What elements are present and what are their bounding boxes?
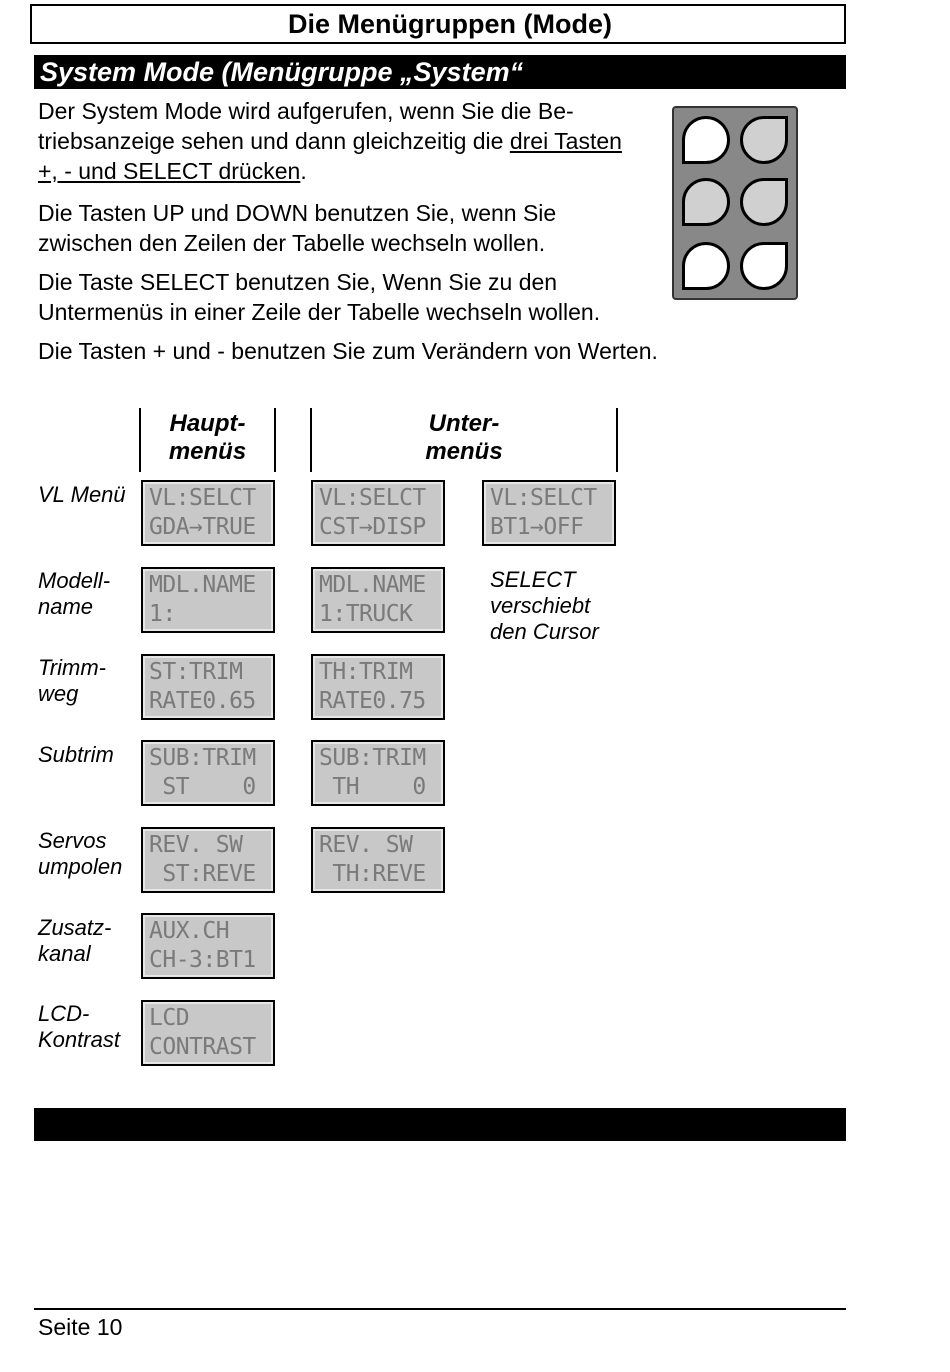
label-line: Subtrim (38, 742, 114, 767)
header-line: menüs (168, 438, 247, 465)
lcd-main-trim (141, 654, 275, 720)
cursor-note (490, 567, 599, 645)
lcd-line: CST→DISP (319, 514, 426, 540)
lcd-line: CONTRAST (149, 1034, 256, 1060)
page-header (30, 4, 846, 44)
lcd-line: BT1→OFF (490, 514, 584, 540)
note-line: SELECT (490, 567, 576, 592)
row-label-trim (38, 655, 106, 707)
paragraph-line: Die Tasten + und - benutzen Sie zum Verändern von Werten. (38, 338, 658, 364)
paragraph-line: Der System Mode wird aufgerufen, wenn Sie die Be- (38, 98, 574, 124)
header-line: Haupt- (169, 410, 246, 437)
underlined-text: drei Tasten (509, 128, 622, 154)
lcd-sub1-vl-menu (311, 480, 445, 546)
lcd-line: AUX.CH (149, 918, 230, 944)
label-line: kanal (38, 941, 91, 966)
lcd-line: RATE0.65 (149, 688, 256, 714)
lcd-line: RATE0.75 (319, 688, 426, 714)
lcd-main-model-name (141, 567, 275, 633)
key-icon (740, 178, 788, 226)
key-icon (682, 116, 730, 164)
lcd-sub1-trim (311, 654, 445, 720)
lcd-line: ST 0 (149, 774, 256, 800)
lcd-line: TH:REVE (319, 861, 426, 887)
footer-divider (34, 1308, 846, 1310)
row-label-subtrim (38, 742, 114, 768)
label-line: umpolen (38, 854, 123, 879)
lcd-line: MDL.NAME (149, 572, 256, 598)
text-span: . (300, 158, 307, 184)
section-title-bar (34, 55, 846, 89)
page-title: Die Menügruppen (Mode) (288, 8, 612, 39)
label-line: Kontrast (38, 1027, 120, 1052)
lcd-line: CH-3:BT1 (149, 947, 256, 973)
text-span: triebsanzeige sehen und dann gleichzeitig die (38, 128, 510, 154)
lcd-line: TH 0 (319, 774, 426, 800)
lcd-line: 1:TRUCK (319, 601, 413, 627)
lcd-line: SUB:TRIM (149, 745, 256, 771)
column-header-sub (312, 410, 616, 466)
lcd-main-vl-menu (141, 480, 275, 546)
key-icon (740, 116, 788, 164)
row-label-vl-menu (38, 482, 126, 508)
key-icon (740, 242, 788, 290)
lcd-main-lcd-contrast (141, 1000, 275, 1066)
label-line: Trimm- (38, 655, 106, 680)
row-label-aux-channel (38, 915, 111, 967)
key-icon (682, 242, 730, 290)
label-line: Servos (38, 828, 107, 853)
lcd-sub1-model-name (311, 567, 445, 633)
lcd-line: 1: (149, 601, 176, 627)
section-title: System Mode (Menügruppe „System“ (40, 56, 524, 87)
paragraph-line (38, 156, 622, 186)
label-line: LCD- (38, 1001, 90, 1026)
lcd-line: REV. SW (149, 832, 243, 858)
label-line: VL Menü (38, 482, 126, 507)
paragraph-select (38, 267, 600, 327)
lcd-main-aux-channel (141, 913, 275, 979)
page-number: Seite 10 (38, 1314, 123, 1340)
column-header-main (141, 410, 274, 466)
footer-bar (34, 1108, 846, 1141)
lcd-line: VL:SELCT (490, 485, 597, 511)
paragraph-line: Die Taste SELECT benutzen Sie, Wenn Sie zu den (38, 269, 558, 295)
lcd-line: ST:REVE (149, 861, 256, 887)
label-line: Zusatz- (38, 915, 112, 940)
paragraph-plus-minus (38, 336, 658, 366)
lcd-sub2-vl-menu (482, 480, 616, 546)
lcd-sub1-servo-reverse (311, 827, 445, 893)
label-line: Modell- (38, 568, 111, 593)
row-label-model-name (38, 568, 110, 620)
lcd-line: GDA→TRUE (149, 514, 256, 540)
lcd-line: MDL.NAME (319, 572, 426, 598)
label-line: weg (38, 681, 79, 706)
key-icon (682, 178, 730, 226)
row-label-servo-reverse (38, 828, 122, 880)
lcd-line: VL:SELCT (149, 485, 256, 511)
lcd-line: SUB:TRIM (319, 745, 426, 771)
paragraph-line: Die Tasten UP und DOWN benutzen Sie, wenn Sie (38, 200, 557, 226)
note-line: verschiebt (490, 593, 591, 618)
paragraph-line (38, 126, 622, 156)
label-line: name (38, 594, 94, 619)
paragraph-line: Untermenüs in einer Zeile der Tabelle wechseln wollen. (38, 299, 601, 325)
lcd-line: REV. SW (319, 832, 413, 858)
note-line: den Cursor (490, 619, 599, 644)
row-label-lcd-contrast (38, 1001, 120, 1053)
lcd-line: LCD (149, 1005, 190, 1031)
lcd-line: TH:TRIM (319, 659, 413, 685)
lcd-main-servo-reverse (141, 827, 275, 893)
keypad-illustration (672, 106, 798, 300)
lcd-line: ST:TRIM (149, 659, 243, 685)
lcd-main-subtrim (141, 740, 275, 806)
lcd-sub1-subtrim (311, 740, 445, 806)
column-divider (616, 408, 618, 472)
column-divider (274, 408, 276, 472)
lcd-line: VL:SELCT (319, 485, 426, 511)
underlined-text: +, - und SELECT drücken (38, 158, 301, 184)
header-line: menüs (425, 438, 503, 465)
paragraph-line: zwischen den Zeilen der Tabelle wechseln wollen. (38, 230, 546, 256)
paragraph-up-down (38, 198, 556, 258)
header-line: Unter- (428, 410, 500, 437)
paragraph-intro (38, 96, 622, 186)
